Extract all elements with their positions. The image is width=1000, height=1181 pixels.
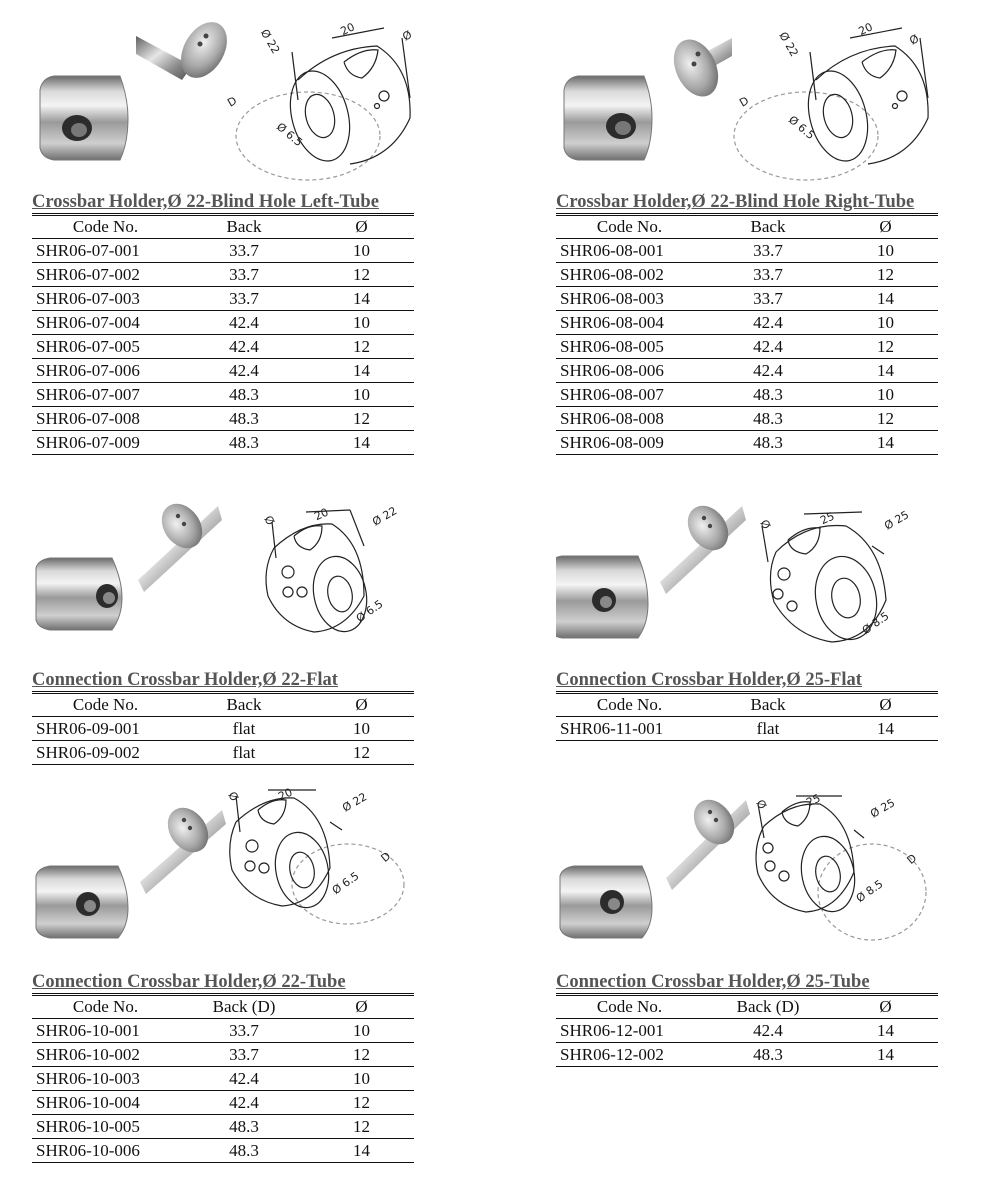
- table-row: [32, 1067, 414, 1091]
- code-cell: SHR06-08-006: [556, 359, 703, 383]
- diameter-cell: 10: [309, 717, 414, 741]
- column-header: Code No.: [32, 693, 179, 717]
- diameter-cell: 14: [833, 359, 938, 383]
- column-header: Back (D): [703, 995, 833, 1019]
- dim-label: Ø: [261, 513, 277, 528]
- section-title: Crossbar Holder,Ø 22-Blind Hole Left-Tube: [32, 192, 379, 212]
- diameter-cell: 14: [309, 359, 414, 383]
- holder-photo: [36, 558, 122, 630]
- rod-photo: [660, 498, 746, 594]
- column-header: Ø: [833, 215, 938, 239]
- crossbar-holder-left-tube-illustration: [32, 8, 432, 188]
- dim-label: Ø: [753, 797, 769, 812]
- rod-photo: [138, 496, 222, 592]
- back-cell: 42.4: [703, 359, 833, 383]
- back-cell: 33.7: [179, 263, 309, 287]
- table-row: [556, 335, 938, 359]
- code-cell: SHR06-08-001: [556, 239, 703, 263]
- table-header-row: [556, 995, 938, 1019]
- dim-label: Ø: [400, 28, 415, 44]
- diameter-cell: 10: [309, 1019, 414, 1043]
- connection-holder-22-tube-illustration: [32, 786, 432, 956]
- diameter-cell: 12: [309, 1115, 414, 1139]
- column-header: Code No.: [556, 995, 703, 1019]
- back-cell: 48.3: [179, 1139, 309, 1163]
- technical-drawing: [756, 796, 926, 940]
- table-row: [32, 1019, 414, 1043]
- code-cell: SHR06-09-002: [32, 741, 179, 765]
- back-cell: 42.4: [179, 1067, 309, 1091]
- diameter-cell: 12: [309, 741, 414, 765]
- dim-label: Ø 25: [882, 508, 912, 533]
- crossbar-holder-right-tube-illustration: [556, 8, 956, 188]
- table-row: [556, 407, 938, 431]
- column-header: Back: [179, 693, 309, 717]
- code-cell: SHR06-07-001: [32, 239, 179, 263]
- back-cell: 33.7: [703, 263, 833, 287]
- technical-drawing: [230, 790, 404, 924]
- back-cell: 33.7: [703, 287, 833, 311]
- back-cell: 48.3: [179, 383, 309, 407]
- back-cell: 42.4: [179, 335, 309, 359]
- code-cell: SHR06-07-008: [32, 407, 179, 431]
- dim-label: 25: [818, 509, 837, 528]
- table-row: [32, 311, 414, 335]
- diameter-cell: 12: [833, 335, 938, 359]
- dim-label: Ø 22: [340, 790, 370, 815]
- diameter-cell: 12: [309, 263, 414, 287]
- back-cell: 48.3: [179, 1115, 309, 1139]
- column-header: Back (D): [179, 995, 309, 1019]
- table-row: [32, 239, 414, 263]
- column-header: Ø: [833, 995, 938, 1019]
- rod-photo: [136, 14, 236, 86]
- table-header-row: [556, 215, 938, 239]
- dim-label: 20: [312, 505, 331, 524]
- diameter-cell: 10: [309, 239, 414, 263]
- code-cell: SHR06-08-008: [556, 407, 703, 431]
- spec-table: [32, 213, 414, 455]
- diameter-cell: 14: [833, 431, 938, 455]
- code-cell: SHR06-10-001: [32, 1019, 179, 1043]
- product-section-22-tube: [32, 786, 432, 1178]
- column-header: Code No.: [556, 693, 703, 717]
- diameter-cell: 10: [833, 311, 938, 335]
- table-row: [32, 1139, 414, 1163]
- table-header-row: [32, 693, 414, 717]
- table-row: [556, 287, 938, 311]
- connection-holder-22-flat-illustration: [32, 496, 432, 666]
- back-cell: 33.7: [179, 1043, 309, 1067]
- back-cell: 48.3: [703, 383, 833, 407]
- code-cell: SHR06-07-003: [32, 287, 179, 311]
- table-row: [32, 1091, 414, 1115]
- code-cell: SHR06-10-002: [32, 1043, 179, 1067]
- column-header: Code No.: [32, 995, 179, 1019]
- spec-table: [556, 691, 938, 741]
- back-cell: 42.4: [703, 335, 833, 359]
- column-header: Back: [703, 215, 833, 239]
- rod-photo: [140, 800, 226, 894]
- dimension-labels: [737, 20, 921, 142]
- code-cell: SHR06-07-006: [32, 359, 179, 383]
- column-header: Code No.: [556, 215, 703, 239]
- table-row: [32, 383, 414, 407]
- section-title: Connection Crossbar Holder,Ø 25-Tube: [556, 972, 870, 992]
- back-cell: 48.3: [703, 431, 833, 455]
- back-cell: 33.7: [179, 1019, 309, 1043]
- table-header-row: [32, 995, 414, 1019]
- back-cell: flat: [179, 717, 309, 741]
- dim-label: 20: [338, 20, 357, 39]
- column-header: Ø: [833, 693, 938, 717]
- dim-label: Ø 6.5: [329, 869, 362, 898]
- rod-photo: [665, 32, 732, 103]
- table-row: [556, 431, 938, 455]
- table-row: [556, 359, 938, 383]
- code-cell: SHR06-09-001: [32, 717, 179, 741]
- table-header-row: [556, 693, 938, 717]
- product-section-right-tube: [556, 8, 956, 470]
- code-cell: SHR06-08-007: [556, 383, 703, 407]
- table-header-row: [32, 215, 414, 239]
- code-cell: SHR06-07-009: [32, 431, 179, 455]
- dim-label: Ø: [907, 32, 922, 48]
- holder-photo: [40, 76, 128, 160]
- rod-photo: [666, 792, 750, 890]
- dim-label: Ø 22: [257, 26, 283, 57]
- connection-holder-25-tube-illustration: [556, 786, 956, 956]
- diameter-cell: 14: [833, 1019, 938, 1043]
- dim-label: D: [378, 849, 394, 865]
- code-cell: SHR06-08-005: [556, 335, 703, 359]
- product-section-22-flat: [32, 496, 432, 771]
- table-row: [32, 407, 414, 431]
- dim-label: 25: [804, 791, 823, 810]
- code-cell: SHR06-08-003: [556, 287, 703, 311]
- dim-label: D: [225, 94, 240, 110]
- back-cell: 33.7: [703, 239, 833, 263]
- dim-label: D: [904, 851, 920, 867]
- dim-label: Ø 8.5: [859, 609, 892, 638]
- holder-photo: [556, 556, 648, 638]
- back-cell: 48.3: [179, 431, 309, 455]
- diameter-cell: 12: [309, 1091, 414, 1115]
- dim-label: Ø 6.5: [353, 597, 386, 626]
- diameter-cell: 10: [833, 239, 938, 263]
- code-cell: SHR06-10-005: [32, 1115, 179, 1139]
- table-row: [32, 1043, 414, 1067]
- back-cell: 33.7: [179, 239, 309, 263]
- back-cell: flat: [703, 717, 833, 741]
- column-header: Ø: [309, 693, 414, 717]
- back-cell: 42.4: [179, 1091, 309, 1115]
- back-cell: 42.4: [703, 1019, 833, 1043]
- diameter-cell: 12: [309, 335, 414, 359]
- dim-label: Ø 22: [370, 504, 400, 529]
- diameter-cell: 10: [309, 311, 414, 335]
- table-row: [32, 359, 414, 383]
- code-cell: SHR06-07-002: [32, 263, 179, 287]
- table-row: [32, 335, 414, 359]
- table-row: [556, 239, 938, 263]
- table-row: [556, 1019, 938, 1043]
- code-cell: SHR06-11-001: [556, 717, 703, 741]
- code-cell: SHR06-12-002: [556, 1043, 703, 1067]
- diameter-cell: 10: [309, 383, 414, 407]
- diameter-cell: 14: [309, 287, 414, 311]
- product-section-25-flat: [556, 496, 956, 771]
- product-section-25-tube: [556, 786, 956, 1086]
- column-header: Ø: [309, 995, 414, 1019]
- section-title: Connection Crossbar Holder,Ø 22-Flat: [32, 670, 338, 690]
- column-header: Code No.: [32, 215, 179, 239]
- code-cell: SHR06-08-009: [556, 431, 703, 455]
- table-row: [32, 431, 414, 455]
- section-title: Crossbar Holder,Ø 22-Blind Hole Right-Tube: [556, 192, 915, 212]
- holder-photo: [36, 866, 128, 938]
- dim-label: Ø 8.5: [853, 877, 886, 906]
- code-cell: SHR06-07-005: [32, 335, 179, 359]
- diameter-cell: 14: [833, 717, 938, 741]
- back-cell: 48.3: [179, 407, 309, 431]
- dim-label: Ø 6.5: [273, 120, 306, 150]
- dimension-labels: [757, 508, 911, 637]
- code-cell: SHR06-12-001: [556, 1019, 703, 1043]
- dim-label: 20: [276, 786, 295, 804]
- code-cell: SHR06-08-004: [556, 311, 703, 335]
- dim-label: Ø: [225, 789, 241, 804]
- dim-label: Ø 22: [776, 29, 801, 59]
- back-cell: flat: [179, 741, 309, 765]
- diameter-cell: 12: [309, 1043, 414, 1067]
- table-row: [556, 1043, 938, 1067]
- section-title: Connection Crossbar Holder,Ø 22-Tube: [32, 972, 346, 992]
- technical-drawing: [236, 28, 410, 180]
- code-cell: SHR06-10-006: [32, 1139, 179, 1163]
- diameter-cell: 14: [833, 287, 938, 311]
- table-row: [556, 311, 938, 335]
- dim-label: 20: [856, 20, 875, 39]
- spec-table: [556, 213, 938, 455]
- holder-photo: [564, 76, 652, 160]
- table-row: [556, 383, 938, 407]
- back-cell: 42.4: [703, 311, 833, 335]
- connection-holder-25-flat-illustration: [556, 496, 956, 666]
- back-cell: 48.3: [703, 407, 833, 431]
- dimension-labels: [261, 504, 399, 625]
- holder-photo: [560, 866, 652, 938]
- spec-table: [32, 993, 414, 1163]
- dim-label: Ø 25: [868, 796, 898, 821]
- table-row: [32, 263, 414, 287]
- back-cell: 33.7: [179, 287, 309, 311]
- column-header: Back: [179, 215, 309, 239]
- dimension-labels: [225, 786, 393, 897]
- technical-drawing: [734, 28, 928, 180]
- back-cell: 48.3: [703, 1043, 833, 1067]
- diameter-cell: 12: [309, 407, 414, 431]
- back-cell: 42.4: [179, 311, 309, 335]
- section-title: Connection Crossbar Holder,Ø 25-Flat: [556, 670, 862, 690]
- product-section-left-tube: [32, 8, 432, 470]
- table-row: [556, 263, 938, 287]
- table-row: [32, 741, 414, 765]
- dim-label: Ø: [757, 517, 773, 532]
- table-row: [556, 717, 938, 741]
- table-row: [32, 1115, 414, 1139]
- table-row: [32, 717, 414, 741]
- diameter-cell: 14: [309, 431, 414, 455]
- diameter-cell: 12: [833, 263, 938, 287]
- code-cell: SHR06-07-004: [32, 311, 179, 335]
- diameter-cell: 10: [309, 1067, 414, 1091]
- code-cell: SHR06-07-007: [32, 383, 179, 407]
- spec-table: [32, 691, 414, 765]
- dimension-labels: [225, 20, 414, 149]
- code-cell: SHR06-10-003: [32, 1067, 179, 1091]
- column-header: Ø: [309, 215, 414, 239]
- code-cell: SHR06-08-002: [556, 263, 703, 287]
- dim-label: D: [737, 94, 752, 110]
- diameter-cell: 14: [309, 1139, 414, 1163]
- diameter-cell: 10: [833, 383, 938, 407]
- diameter-cell: 12: [833, 407, 938, 431]
- spec-table: [556, 993, 938, 1067]
- back-cell: 42.4: [179, 359, 309, 383]
- dim-label: Ø 6.5: [785, 113, 818, 143]
- table-row: [32, 287, 414, 311]
- diameter-cell: 14: [833, 1043, 938, 1067]
- code-cell: SHR06-10-004: [32, 1091, 179, 1115]
- column-header: Back: [703, 693, 833, 717]
